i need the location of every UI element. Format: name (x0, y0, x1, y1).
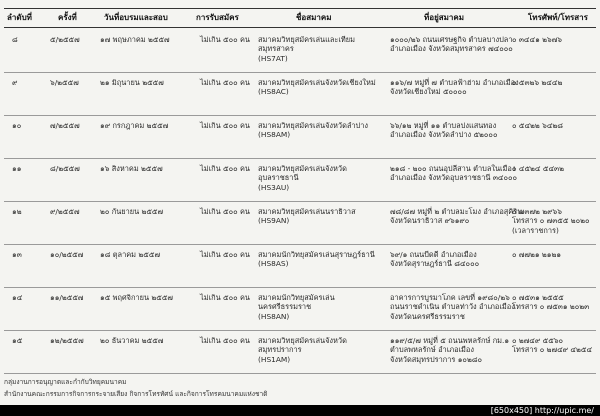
header-no: ลำดับที่ (7, 13, 32, 22)
cell-date: ๒๑ มิถุนายน ๒๕๕๗ (100, 78, 164, 87)
cell-assoc (258, 78, 376, 97)
cell-address-line: ๖๖/๑๒ หมู่ที่ ๑๑ ตำบลปงแสนทอง (390, 121, 497, 130)
cell-no: ๑๓ (12, 250, 22, 259)
cell-assoc-line: สมาคมวิทยุสมัครเล่นจังหวัดเชียงใหม่ (258, 78, 376, 87)
cell-capacity: ไม่เกิน ๕๐๐ คน (200, 250, 250, 259)
cell-assoc-line: (HS8AC) (258, 87, 289, 97)
cell-assoc-line: สมุทรสาคร (258, 44, 294, 54)
cell-address-line: ๑๑๙/๕/๗ หมู่ที่ ๕ ถนนพหลรักษ์ กม.๑ (390, 336, 510, 345)
cell-phone-line: ๐ ๔๕๒๔ ๕๔๓๒ (512, 164, 564, 173)
cell-no: ๑๑ (12, 164, 22, 173)
cell-assoc-line: สมาคมวิทยุสมัครเล่นจังหวัด (258, 336, 347, 345)
row-separator (4, 115, 596, 116)
cell-assoc-line: อุบลราชธานี (258, 173, 299, 183)
table-header (0, 9, 600, 26)
cell-assoc-line: (HS8AM) (258, 130, 291, 140)
cell-address-line: จังหวัดสุราษฎร์ธานี ๘๔๐๐๐ (390, 259, 480, 269)
cell-address-line: จังหวัดนราธิวาส ๙๖๑๙๐ (390, 216, 470, 226)
cell-address-line: ตำบลพหลรักษ์ อำเภอเมือง (390, 345, 474, 355)
cell-round: ๑๒/๒๕๕๗ (50, 336, 84, 345)
cell-round: ๑๑/๒๕๕๗ (50, 293, 84, 302)
cell-phone-line: โทรสาร ๐ ๒๗๔๙ ๔๒๕๔ (512, 345, 593, 355)
cell-no: ๑๐ (12, 121, 22, 130)
cell-round: ๙/๒๕๕๗ (50, 207, 80, 216)
cell-phone-line: ๐ ๗๓๗๒ ๒๙๖๖ (512, 207, 562, 216)
footer-agency-office: สำนักงานคณะกรรมการกิจการกระจายเสียง กิจการโทรทัศน์ และกิจการโทรคมนาคมแห่งชาติ (4, 390, 268, 398)
row-separator (4, 373, 596, 374)
cell-phone (512, 250, 561, 259)
row-separator (4, 330, 596, 331)
cell-phone-line: ๐ ๕๔๒๒ ๖๔๒๘ (512, 121, 563, 130)
footer-agency-group: กลุ่มงานการอนุญาตและกำกับวิทยุคมนาคม (4, 378, 127, 386)
cell-phone (512, 336, 592, 355)
cell-address (390, 121, 497, 140)
row-separator (4, 287, 596, 288)
cell-assoc-line: (HS8AN) (258, 311, 290, 321)
table-row (0, 75, 600, 115)
cell-address-line: จังหวัดสมุทรปราการ ๑๐๒๘๐ (390, 354, 483, 364)
cell-assoc-line: สมาคมวิทยุสมัครเล่นจังหวัดลำปาง (258, 121, 368, 130)
cell-assoc (258, 293, 335, 321)
cell-phone (512, 164, 564, 173)
cell-address (390, 207, 522, 226)
cell-address-line: จังหวัดเชียงใหม่ ๕๐๐๐๐ (390, 87, 467, 97)
cell-date: ๒๐ ธันวาคม ๒๕๕๗ (100, 336, 164, 345)
cell-phone-line: ๐ ๒๗๔๙ ๕๕๖๐ (512, 336, 564, 345)
cell-phone (512, 121, 563, 130)
cell-capacity: ไม่เกิน ๕๐๐ คน (200, 207, 250, 216)
cell-round: ๕/๒๕๕๗ (50, 35, 80, 44)
cell-address-line: ๑๑๖/๗ หมู่ที่ ๗ ตำบลฟ้าฮ่าม อำเภอเมือง (390, 78, 519, 87)
cell-assoc-line: (HS3AU) (258, 182, 290, 192)
cell-address-line: ๒๑๘ - ๒๐๐ ถนนอุปลีสาน ตำบลในเมือง (390, 164, 516, 173)
cell-no: ๘ (12, 35, 18, 44)
cell-assoc-line: นครศรีธรรมราช (258, 302, 312, 312)
cell-address-line: อำเภอเมือง จังหวัดสมุทรสาคร ๗๔๐๐๐ (390, 44, 513, 54)
cell-assoc (258, 336, 347, 364)
table-row (0, 204, 600, 244)
table-header-rule (4, 27, 596, 28)
cell-address (390, 35, 513, 54)
cell-assoc (258, 164, 347, 192)
cell-capacity: ไม่เกิน ๕๐๐ คน (200, 293, 250, 302)
cell-address (390, 293, 515, 321)
cell-date: ๑๕ พฤศจิกายน ๒๕๕๗ (100, 293, 173, 302)
cell-assoc-line: สมาคมนักวิทยุสมัครเล่นสุราษฎร์ธานี (258, 250, 375, 259)
cell-assoc (258, 121, 368, 140)
table-row (0, 290, 600, 330)
cell-address (390, 250, 479, 269)
cell-phone (512, 35, 562, 44)
cell-assoc-line: สมาคมวิทยุสมัครเล่นและเทียม (258, 35, 355, 44)
cell-capacity: ไม่เกิน ๕๐๐ คน (200, 78, 250, 87)
cell-capacity: ไม่เกิน ๕๐๐ คน (200, 336, 250, 345)
cell-date: ๑๖ สิงหาคม ๒๕๕๗ (100, 164, 163, 173)
cell-date: ๑๗ พฤษภาคม ๒๕๕๗ (100, 35, 170, 44)
cell-address-line: ๑๐๐๐/๒๖ ถนนเศรษฐกิจ ตำบลบางปลา (390, 35, 513, 44)
cell-phone (512, 78, 562, 87)
cell-date: ๒๐ กันยายน ๒๕๕๗ (100, 207, 164, 216)
table-row (0, 161, 600, 201)
cell-round: ๖/๒๕๕๗ (50, 78, 79, 87)
cell-address-line: ถนนราชดำเนิน ตำบลท่าวัง อำเภอเมือง (390, 302, 515, 312)
table-row (0, 333, 600, 373)
cell-phone-line: ๐ ๗๕๓๑ ๒๕๕๕ (512, 293, 564, 302)
cell-capacity: ไม่เกิน ๕๐๐ คน (200, 121, 250, 130)
header-assoc: ชื่อสมาคม (296, 13, 332, 22)
cell-address (390, 78, 519, 97)
cell-no: ๙ (12, 78, 18, 87)
cell-date: ๑๘ ตุลาคม ๒๕๕๗ (100, 250, 161, 259)
row-separator (4, 201, 596, 202)
cell-assoc-line: (HS9AN) (258, 216, 290, 226)
cell-phone-line: ๐ ๓๔๔๑ ๒๖๗๖ (512, 35, 562, 44)
watermark-text: [650x450] http://upic.me/ (490, 406, 594, 415)
cell-phone (512, 293, 589, 312)
header-address: ที่อยู่สมาคม (424, 13, 465, 22)
cell-capacity: ไม่เกิน ๕๐๐ คน (200, 35, 250, 44)
cell-address (390, 336, 509, 364)
cell-phone (512, 207, 590, 235)
cell-no: ๑๔ (12, 293, 23, 302)
row-separator (4, 72, 596, 73)
cell-address-line: ๖๙/๑ ถนนบีดดี อำเภอเมือง (390, 250, 477, 259)
table-row (0, 32, 600, 72)
header-date: วันที่อบรมและสอบ (104, 13, 168, 22)
cell-phone-line: (เวลาราชการ) (512, 225, 559, 235)
cell-round: ๗/๒๕๕๗ (50, 121, 80, 130)
cell-address-line: อาคารการบูรมาโภค เลขที่ ๑๙๘๐/๒๖ (390, 293, 510, 302)
cell-assoc-line: สมาคมวิทยุสมัครเล่นนราธิวาส (258, 207, 356, 216)
cell-assoc-line: (HS7AT) (258, 53, 288, 63)
cell-assoc-line: สมาคมวิทยุสมัครเล่นจังหวัด (258, 164, 347, 173)
cell-address (390, 164, 517, 183)
cell-phone-line: ๐ ๕๓๒๖ ๒๔๔๒ (512, 78, 563, 87)
cell-assoc-line: สมุทรปราการ (258, 345, 302, 355)
cell-phone-line: ๐ ๗๗๒๑ ๒๑๒๑ (512, 250, 562, 259)
header-round: ครั้งที่ (58, 13, 77, 22)
cell-phone-line: โทรสาร ๐ ๗๓๕๕ ๒๐๒๐ (512, 216, 590, 226)
cell-assoc-line: สมาคมนักวิทยุสมัครเล่น (258, 293, 335, 302)
row-separator (4, 158, 596, 159)
cell-phone-line: โทรสาร ๐ ๗๕๓๑ ๒๐๒๓ (512, 302, 590, 312)
cell-assoc (258, 250, 375, 269)
cell-assoc-line: (HS8AS) (258, 259, 289, 269)
cell-round: ๑๐/๒๕๕๗ (50, 250, 84, 259)
cell-no: ๑๕ (12, 336, 23, 345)
row-separator (4, 244, 596, 245)
cell-address-line: จังหวัดนครศรีธรรมราช (390, 311, 465, 321)
header-phone: โทรศัพท์/โทรสาร (528, 13, 588, 22)
table-row (0, 247, 600, 287)
cell-assoc (258, 35, 355, 63)
cell-round: ๘/๒๕๕๗ (50, 164, 80, 173)
cell-assoc (258, 207, 356, 226)
cell-no: ๑๒ (12, 207, 22, 216)
cell-date: ๑๙ กรกฎาคม ๒๕๕๗ (100, 121, 169, 130)
cell-assoc-line: (HS1AM) (258, 354, 291, 364)
cell-capacity: ไม่เกิน ๕๐๐ คน (200, 164, 250, 173)
header-capacity: การรับสมัคร (196, 13, 239, 22)
cell-address-line: อำเภอเมือง จังหวัดลำปาง ๕๒๐๐๐ (390, 130, 498, 140)
watermark-bar (0, 405, 600, 416)
cell-address-line: ๗๘/๘๗ หมู่ที่ ๒ ตำบลมะโมง อำเภอสุคิริน (390, 207, 523, 216)
table-row (0, 118, 600, 158)
cell-address-line: อำเภอเมือง จังหวัดอุบลราชธานี ๓๔๐๐๐ (390, 173, 518, 183)
